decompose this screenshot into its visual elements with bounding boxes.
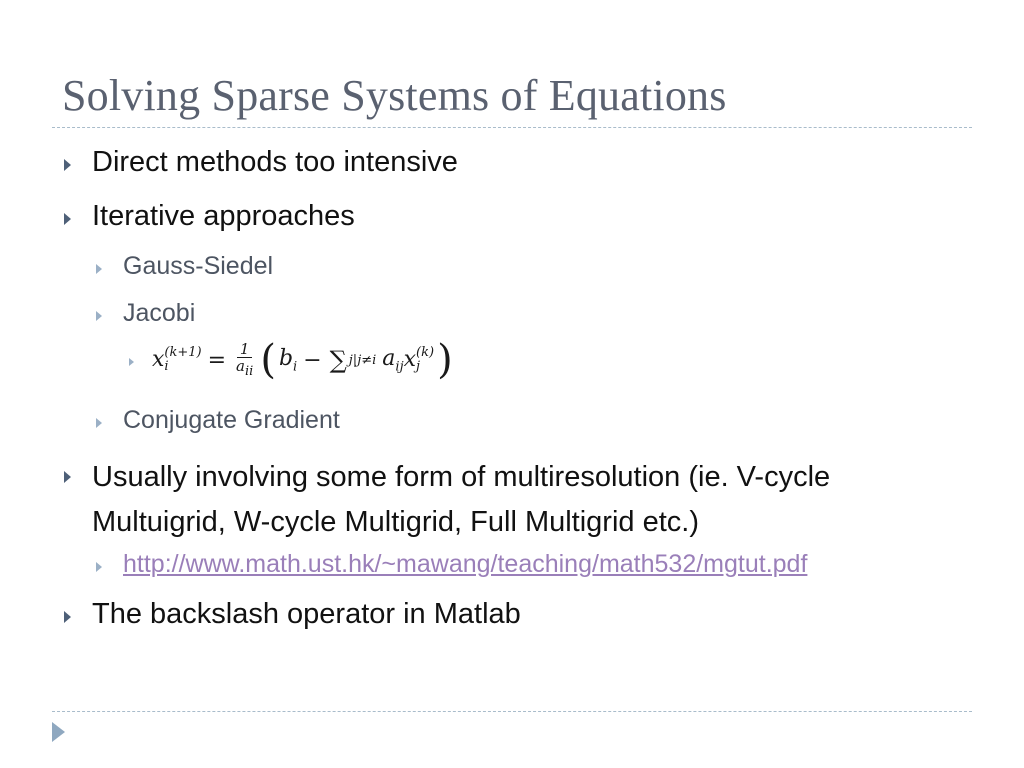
subbullet-gauss-siedel xyxy=(123,252,273,281)
title-divider xyxy=(52,127,972,128)
mg-tutorial-link[interactable]: http://www.math.ust.hk/~mawang/teaching/math532/mgtut.pdf xyxy=(123,550,808,578)
footer-divider xyxy=(52,711,972,712)
jacobi-formula: x (k+1) i = $\frac{1}{a_{ii}}$ ( $b_i$ − ∑ j|j≠i $a_{ij}$ x (k) j ) xyxy=(152,337,453,383)
slide-title: Solving Sparse Systems of Equations xyxy=(62,71,727,120)
bullet-text: Iterative approaches xyxy=(92,200,355,232)
bullet-triangle-icon xyxy=(64,159,71,171)
subbullet-text: Jacobi xyxy=(123,299,196,327)
bullet-iterative-approaches xyxy=(92,200,355,233)
subbullet-text: Conjugate Gradient xyxy=(123,406,340,434)
bullet-text: The backslash operator in Matlab xyxy=(92,598,521,630)
subbullet-triangle-icon xyxy=(96,311,102,321)
subbullet-jacobi xyxy=(123,299,195,328)
subbullet-conjugate-gradient xyxy=(123,406,340,435)
bullet-triangle-icon xyxy=(64,213,71,225)
subbullet-triangle-icon xyxy=(96,264,102,274)
subbullet-mg-tutorial-link xyxy=(123,550,807,579)
next-slide-icon[interactable] xyxy=(52,722,65,742)
bullet-text-line1: Usually involving some form of multiresolution (ie. V-cycle xyxy=(92,461,831,493)
subbullet-triangle-icon xyxy=(96,562,102,572)
jacobi-formula-item xyxy=(152,337,456,383)
bullet-triangle-icon xyxy=(64,471,71,483)
bullet-triangle-icon xyxy=(64,611,71,623)
bullet-direct-methods xyxy=(92,146,458,179)
subbullet-triangle-icon xyxy=(96,418,102,428)
bullet-multiresolution xyxy=(92,455,830,545)
bullet-text: Direct methods too intensive xyxy=(92,146,458,178)
bullet-text-line2: Multuigrid, W-cycle Multigrid, Full Multigrid etc.) xyxy=(92,506,699,538)
bullet-backslash-operator xyxy=(92,598,521,631)
subbullet-triangle-icon xyxy=(129,358,134,366)
subbullet-text: Gauss-Siedel xyxy=(123,252,274,280)
